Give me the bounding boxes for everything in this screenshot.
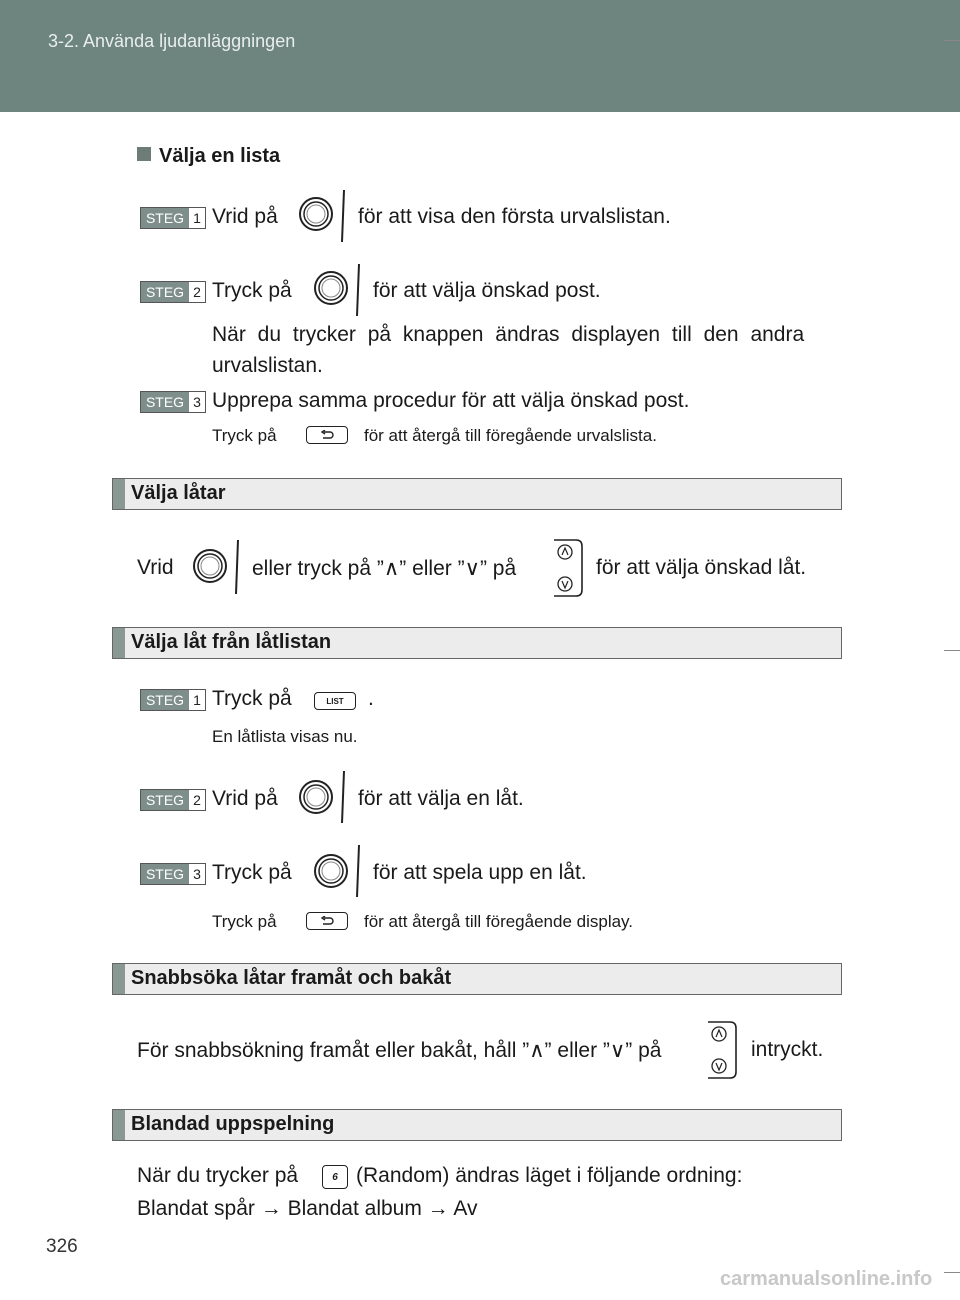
- section-header-choose-from-list: Välja låt från låtlistan: [112, 627, 842, 659]
- fast-search-before: För snabbsökning framåt eller bakåt, håll ”∧” eller ”∨” på: [137, 1039, 662, 1062]
- shuffle-line1-after: (Random) ändras läget i följande ordning:: [356, 1164, 743, 1187]
- list-back-note-before: Tryck på: [212, 912, 277, 931]
- step2-text-after: för att välja önskad post.: [373, 279, 601, 302]
- choose-songs-middle: eller tryck på ”∧” eller ”∨” på: [252, 557, 517, 580]
- back-button-icon: [306, 912, 348, 930]
- seek-up-down-icon: [702, 1020, 738, 1080]
- step2-note-cont: urvalslistan.: [212, 354, 323, 377]
- back-note-after: för att återgå till föregående urvalslista.: [364, 426, 657, 445]
- page-number: 326: [46, 1236, 78, 1257]
- step1-text-before: Vrid på: [212, 205, 278, 228]
- back-note-before: Tryck på: [212, 426, 277, 445]
- list-step1-before: Tryck på: [212, 687, 292, 710]
- rotary-knob-icon: [192, 538, 242, 596]
- step3-text: Upprepa samma procedur för att välja önskad post.: [212, 389, 690, 412]
- shuffle-line1-before: När du trycker på: [137, 1164, 299, 1187]
- list-step1-after: .: [368, 687, 374, 710]
- rotary-knob-icon: [313, 262, 363, 318]
- list-step3-before: Tryck på: [212, 861, 292, 884]
- list-button-icon: LIST: [314, 692, 356, 710]
- choose-songs-before: Vrid: [137, 556, 174, 579]
- fast-search-after: intryckt.: [751, 1038, 824, 1061]
- random-button-icon: 6: [322, 1165, 348, 1189]
- rotary-knob-icon: [298, 769, 348, 825]
- step1-text-after: för att visa den första urvalslistan.: [358, 205, 671, 228]
- page-header: [0, 0, 960, 112]
- step-badge: STEG 3: [140, 863, 206, 885]
- list-step2-before: Vrid på: [212, 787, 278, 810]
- step-badge: STEG 2: [140, 281, 206, 303]
- rotary-knob-icon: [298, 188, 348, 244]
- header-title: 3-2. Använda ljudanläggningen: [48, 31, 296, 51]
- seek-up-down-icon: [548, 538, 584, 598]
- crop-mark: [944, 650, 960, 651]
- crop-mark: [944, 1272, 960, 1273]
- square-bullet-icon: [137, 147, 151, 161]
- subheading-choose-list: Välja en lista: [137, 145, 280, 168]
- step-badge: STEG 3: [140, 391, 206, 413]
- step2-note: När du trycker på knappen ändras displayen till den andra: [212, 323, 805, 346]
- list-step2-after: för att välja en låt.: [358, 787, 524, 810]
- section-header-shuffle: Blandad uppspelning: [112, 1109, 842, 1141]
- rotary-knob-icon: [313, 843, 363, 899]
- step2-text-before: Tryck på: [212, 279, 292, 302]
- step-badge: STEG 1: [140, 689, 206, 711]
- watermark: carmanualsonline.info: [720, 1268, 933, 1290]
- list-back-note-after: för att återgå till föregående display.: [364, 912, 634, 931]
- step-badge: STEG 2: [140, 789, 206, 811]
- section-header-fast-search: Snabbsöka låtar framåt och bakåt: [112, 963, 842, 995]
- shuffle-line2: Blandat spår → Blandat album → Av: [137, 1197, 478, 1220]
- crop-mark: [944, 40, 960, 41]
- list-step3-after: för att spela upp en låt.: [373, 861, 587, 884]
- list-step1-note: En låtlista visas nu.: [212, 727, 358, 746]
- choose-songs-after: för att välja önskad låt.: [596, 556, 807, 579]
- section-header-choose-songs: Välja låtar: [112, 478, 842, 510]
- back-button-icon: [306, 426, 348, 444]
- step-badge: STEG 1: [140, 207, 206, 229]
